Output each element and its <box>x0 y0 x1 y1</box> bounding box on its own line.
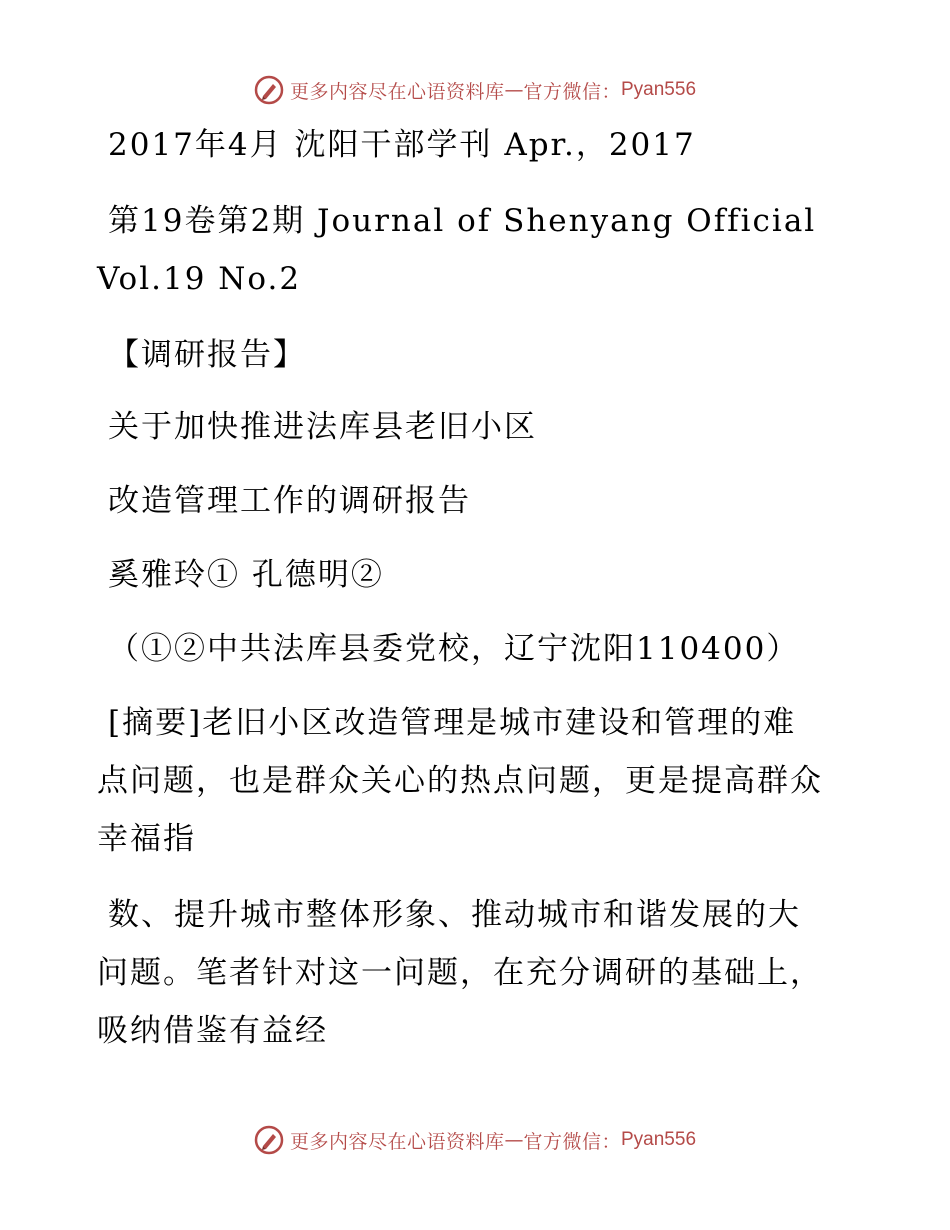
article-title-line2: 改造管理工作的调研报告 <box>108 483 471 519</box>
watermark-text: 更多内容尽在心语资料库 <box>289 80 505 103</box>
article-authors: 奚雅玲① 孔德明② <box>108 557 384 593</box>
article-category: 【调研报告】 <box>108 337 306 373</box>
journal-date-line: 2017年4月 沈阳干部学刊 Apr.，2017 <box>108 127 696 163</box>
abstract-line: 数、提升城市整体形象、推动城市和谐发展的大 <box>108 897 801 933</box>
watermark-text: 更多内容尽在心语资料库 <box>289 1130 505 1153</box>
abstract-line: 点问题，也是群众关心的热点问题，更是提高群众 <box>97 763 823 799</box>
journal-volume-line: 第19卷第2期 Journal of Shenyang Official <box>108 203 817 239</box>
watermark-banner-bottom <box>0 1122 950 1158</box>
pen-logo-icon <box>254 75 284 105</box>
journal-volume-number: Vol.19 No.2 <box>97 261 302 297</box>
watermark-separator: — <box>504 79 524 101</box>
watermark-wechat-id: Pyan556 <box>621 79 697 100</box>
article-affiliation: （①②中共法库县委党校，辽宁沈阳110400） <box>108 631 800 667</box>
pen-logo-icon <box>254 1125 284 1155</box>
abstract-line: 问题。笔者针对这一问题，在充分调研的基础上， <box>97 955 823 991</box>
watermark-banner-top <box>0 72 950 108</box>
watermark-separator: — <box>504 1129 524 1151</box>
watermark-wechat-label: 官方微信： <box>523 1130 621 1153</box>
abstract-line: [摘要]老旧小区改造管理是城市建设和管理的难 <box>108 705 797 741</box>
article-title-line1: 关于加快推进法库县老旧小区 <box>108 409 537 445</box>
watermark-wechat-id: Pyan556 <box>621 1129 697 1150</box>
abstract-line: 吸纳借鉴有益经 <box>97 1013 328 1049</box>
watermark-wechat-label: 官方微信： <box>523 80 621 103</box>
abstract-line: 幸福指 <box>97 821 196 857</box>
